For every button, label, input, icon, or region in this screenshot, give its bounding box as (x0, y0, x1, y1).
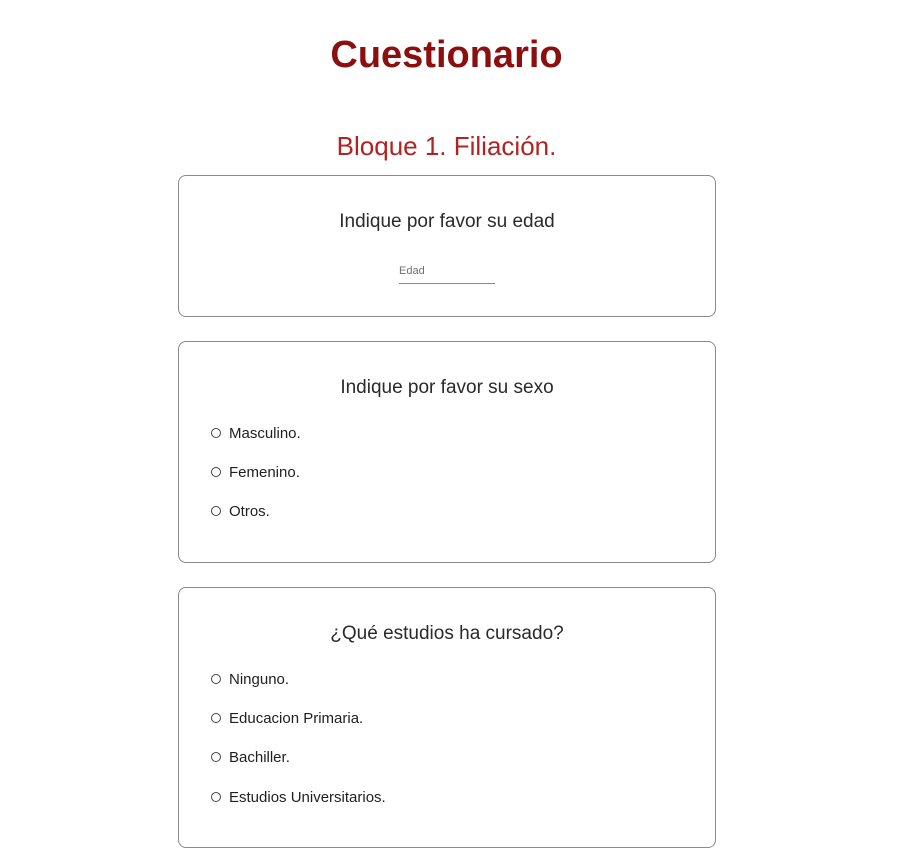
radio-button-icon[interactable] (211, 467, 221, 477)
option-label: Estudios Universitarios. (229, 788, 386, 806)
radio-button-icon[interactable] (211, 674, 221, 684)
radio-button-icon[interactable] (211, 752, 221, 762)
option-label: Femenino. (229, 463, 300, 481)
question-card-age (178, 175, 716, 317)
radio-button-icon[interactable] (211, 713, 221, 723)
question-card-sex (178, 341, 716, 563)
option-label: Bachiller. (229, 749, 290, 767)
option-label: Educacion Primaria. (229, 709, 364, 727)
page-title: Cuestionario (330, 34, 563, 76)
option-otros[interactable] (211, 493, 301, 532)
radio-button-icon[interactable] (211, 792, 221, 802)
radio-button-icon[interactable] (211, 506, 221, 516)
question-label-studies: ¿Qué estudios ha cursado? (330, 623, 564, 644)
studies-options (211, 660, 386, 817)
option-educacion-primaria[interactable] (211, 699, 386, 738)
question-label-sex: Indique por favor su sexo (340, 377, 554, 398)
age-input[interactable] (399, 260, 495, 284)
option-bachiller[interactable] (211, 739, 386, 778)
block-title: Bloque 1. Filiación. (336, 131, 557, 161)
radio-button-icon[interactable] (211, 428, 221, 438)
option-femenino[interactable] (211, 453, 301, 492)
option-label: Masculino. (229, 424, 301, 442)
option-label: Otros. (229, 503, 270, 521)
option-ninguno[interactable] (211, 660, 386, 699)
option-estudios-universitarios[interactable] (211, 778, 386, 817)
sex-options (211, 414, 301, 532)
question-label-age: Indique por favor su edad (339, 211, 555, 232)
option-label: Ninguno. (229, 670, 290, 688)
option-masculino[interactable] (211, 414, 301, 453)
question-card-studies (178, 587, 716, 848)
